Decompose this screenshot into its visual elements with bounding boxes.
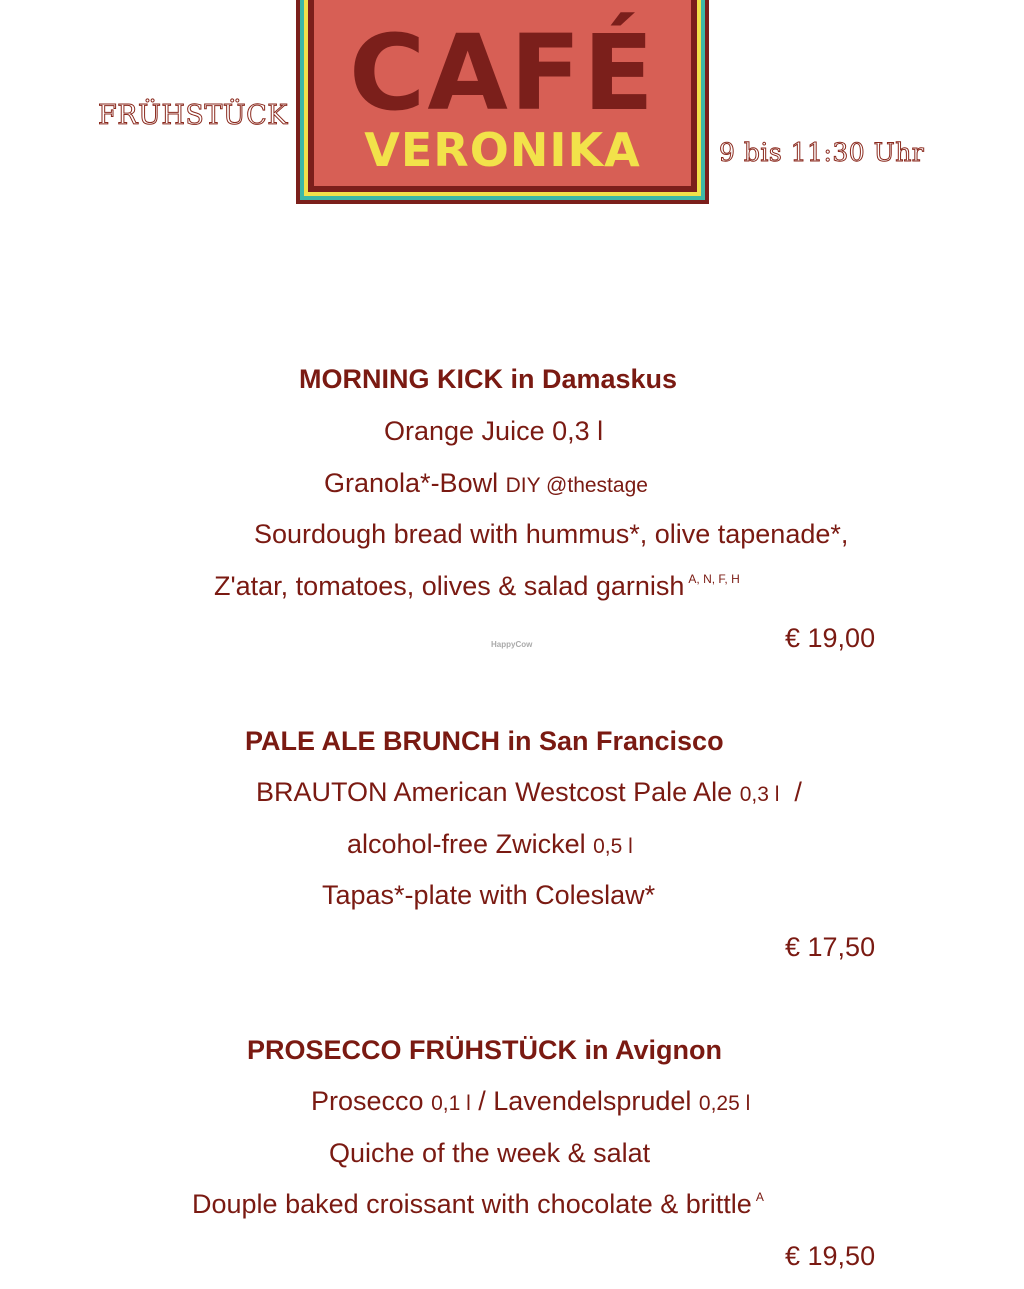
menu-item-line: alcohol-free Zwickel 0,5 l <box>347 829 633 859</box>
opening-hours: 9 bis 11:30 Uhr <box>719 138 925 167</box>
happycow-watermark: HappyCow <box>491 640 533 649</box>
menu-item-line: Z'atar, tomatoes, olives & salad garnish $^{A, N, F, H}$ <box>214 571 740 601</box>
menu-item-line: BRAUTON American Westcost Pale Ale 0,3 l / <box>256 777 802 807</box>
allergen-codes: A <box>755 1190 764 1204</box>
menu-item-line: Quiche of the week & salat <box>329 1138 651 1168</box>
menu-item-price: € 19,50 <box>785 1241 876 1271</box>
menu-item-line: Granola*-Bowl DIY @thestage <box>324 468 648 498</box>
menu-item-line: Orange Juice 0,3 l <box>384 416 604 446</box>
menu-item-title: MORNING KICK in Damaskus <box>299 364 678 394</box>
cafe-veronika-logo <box>296 0 709 204</box>
menu-item-title: PROSECCO FRÜHSTÜCK in Avignon <box>247 1035 722 1065</box>
menu-item-line: Douple baked croissant with chocolate & brittle $^A$ <box>192 1189 764 1219</box>
allergen-codes: A, N, F, H <box>688 572 740 586</box>
menu-item-line: Tapas*-plate with Coleslaw* <box>322 880 656 910</box>
menu-item-line: Prosecco 0,1 l / Lavendelsprudel 0,25 l <box>311 1086 751 1116</box>
logo-word-veronika: VERONIKA <box>364 123 641 177</box>
menu-item-price: € 17,50 <box>785 932 876 962</box>
menu-item-line: Sourdough bread with hummus*, olive tapenade*, <box>254 519 849 549</box>
logo-word-cafe: CAFÉ <box>349 12 656 134</box>
breakfast-heading: FRÜHSTÜCK <box>98 100 288 131</box>
menu-item-price: € 19,00 <box>785 623 876 653</box>
menu-item-title: PALE ALE BRUNCH in San Francisco <box>245 726 724 756</box>
